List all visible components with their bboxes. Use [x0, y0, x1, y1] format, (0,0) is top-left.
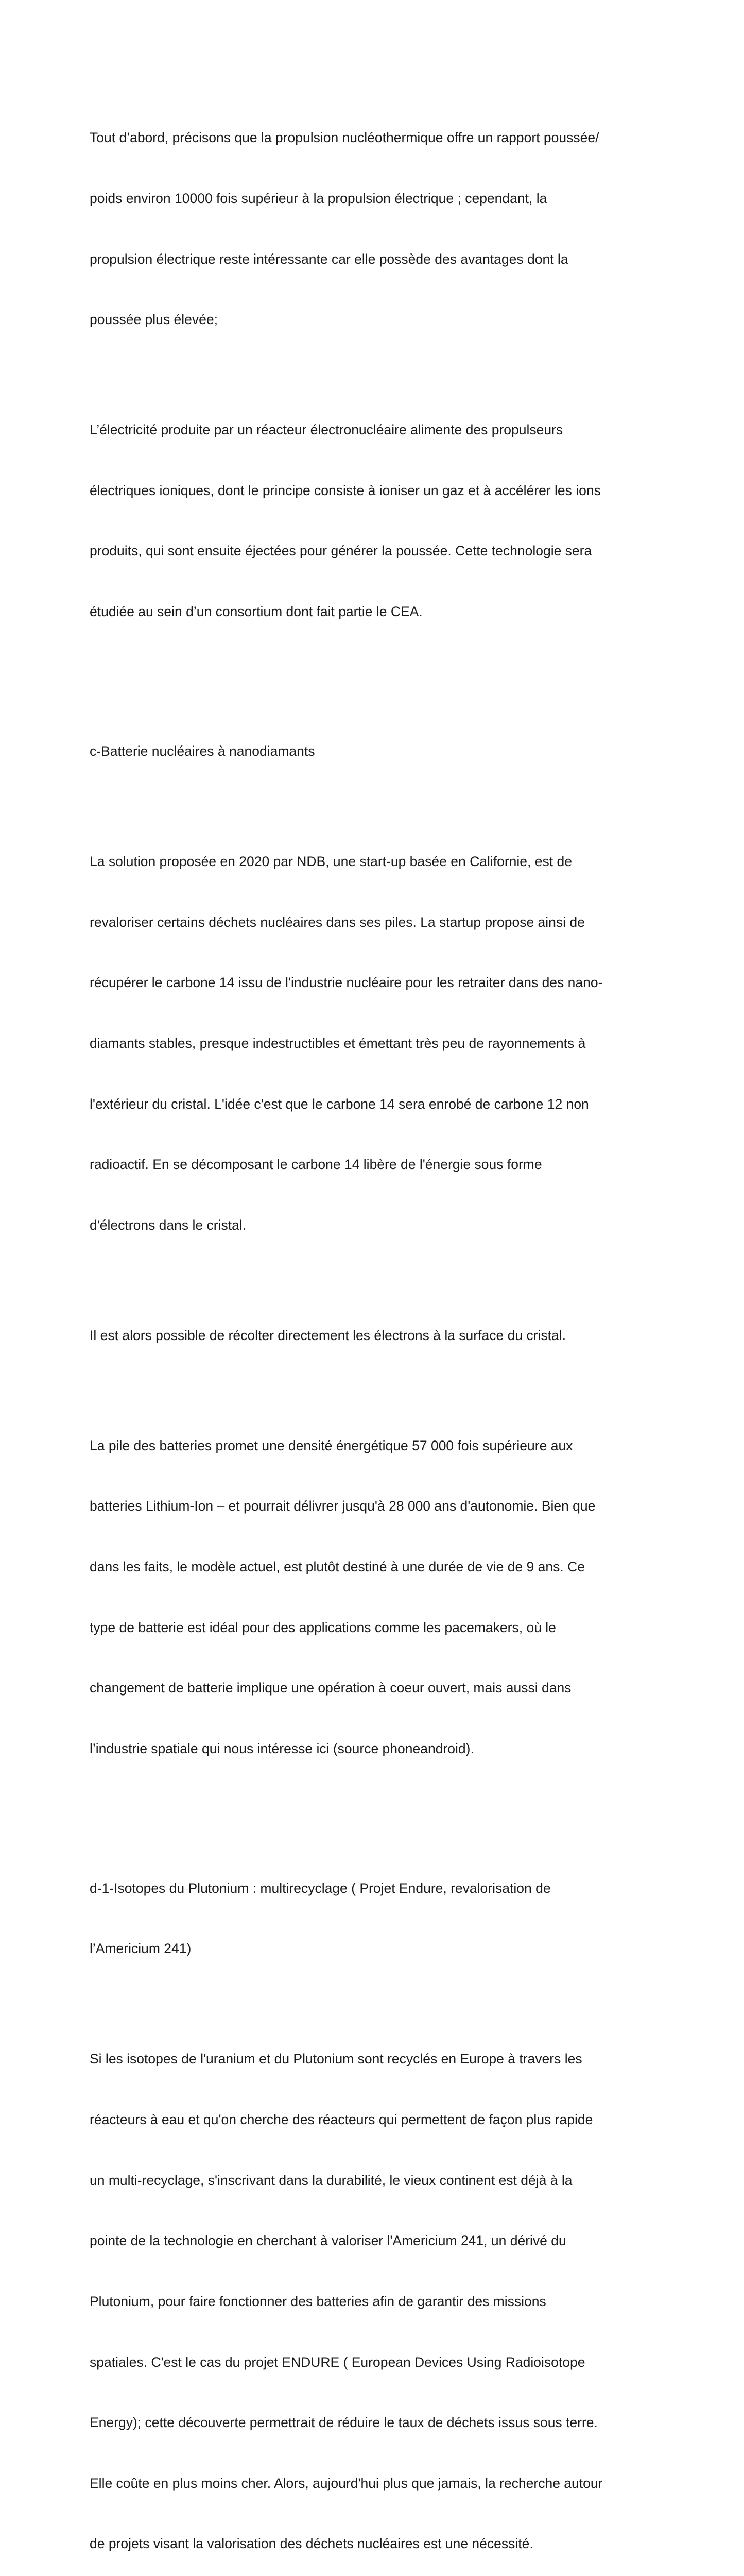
text-line: Il est alors possible de récolter directement les électrons à la surface du cristal.	[90, 1327, 566, 1343]
text-line: Si les isotopes de l'uranium et du Plutonium sont recyclés en Europe à travers les	[90, 2051, 582, 2067]
text-line: un multi-recyclage, s'inscrivant dans la durabilité, le vieux continent est déjà à la	[90, 2172, 573, 2188]
paragraph-battery-density	[90, 1395, 666, 1799]
text-line: spatiales. C'est le cas du projet ENDURE ( European Devices Using Radioisotope	[90, 2354, 585, 2370]
text-line: Elle coûte en plus moins cher. Alors, aujourd'hui plus que jamais, la recherche autour	[90, 2475, 603, 2491]
section-spacer	[90, 672, 666, 701]
text-line: l'extérieur du cristal. L'idée c'est que le carbone 14 sera enrobé de carbone 12 non	[90, 1096, 589, 1112]
text-line: La pile des batteries promet une densité énergétique 57 000 fois supérieure aux	[90, 1437, 573, 1453]
document-content	[90, 88, 666, 2576]
heading-line: d-1-Isotopes du Plutonium : multirecyclage ( Projet Endure, revalorisation de	[90, 1880, 551, 1896]
text-line: réacteurs à eau et qu'on cherche des réacteurs qui permettent de façon plus rapide	[90, 2112, 593, 2128]
heading-line: l’Americium 241)	[90, 1941, 192, 1957]
text-line: type de batterie est idéal pour des applications comme les pacemakers, où le	[90, 1619, 556, 1635]
paragraph-ndb-solution	[90, 811, 666, 1276]
text-line: pointe de la technologie en cherchant à valoriser l'Americium 241, un dérivé du	[90, 2233, 566, 2249]
text-line: dans les faits, le modèle actuel, est plutôt destiné à une durée de vie de 9 ans. Ce	[90, 1559, 585, 1575]
text-line: radioactif. En se décomposant le carbone 14 libère de l'énergie sous forme	[90, 1157, 542, 1173]
section-spacer	[90, 1808, 666, 1838]
text-line: récupérer le carbone 14 issu de l'industrie nucléaire pour les retraiter dans des nano-	[90, 975, 603, 991]
section-heading-nanodiamond-batteries	[90, 701, 666, 802]
text-line: étudiée au sein d’un consortium dont fait partie le CEA.	[90, 604, 423, 620]
text-line: poids environ 10000 fois supérieur à la propulsion électrique ; cependant, la	[90, 191, 547, 207]
text-line: de projets visant la valorisation des déchets nucléaires est une nécessité.	[90, 2536, 533, 2552]
text-line: revaloriser certains déchets nucléaires dans ses piles. La startup propose ainsi de	[90, 914, 585, 930]
text-line: l’industrie spatiale qui nous intéresse ici (source phoneandroid).	[90, 1740, 474, 1756]
paragraph-propulsion-ratio	[90, 88, 666, 370]
text-line: Plutonium, pour faire fonctionner des batteries afin de garantir des missions	[90, 2293, 546, 2309]
heading-line: c-Batterie nucléaires à nanodiamants	[90, 743, 315, 759]
text-line: La solution proposée en 2020 par NDB, une start-up basée en Californie, est de	[90, 854, 572, 870]
paragraph-endure-project	[90, 2009, 666, 2576]
text-line: propulsion électrique reste intéressante car elle possède des avantages dont la	[90, 251, 568, 267]
text-line: produits, qui sont ensuite éjectées pour générer la poussée. Cette technologie sera	[90, 543, 592, 559]
text-line: changement de batterie implique une opération à coeur ouvert, mais aussi dans	[90, 1680, 572, 1696]
text-line: Tout d’abord, précisons que la propulsion nucléothermique offre un rapport poussée/	[90, 130, 599, 146]
text-line: Energy); cette découverte permettrait de réduire le taux de déchets issus sous terre.	[90, 2415, 598, 2431]
text-line: d'électrons dans le cristal.	[90, 1217, 247, 1233]
paragraph-electron-harvest	[90, 1285, 666, 1386]
text-line: L’électricité produite par un réacteur électronucléaire alimente des propulseurs	[90, 422, 563, 438]
section-heading-endure	[90, 1838, 666, 1999]
paragraph-electronuclear-reactor	[90, 380, 666, 663]
text-line: diamants stables, presque indestructibles et émettant très peu de rayonnements à	[90, 1035, 586, 1051]
text-line: batteries Lithium-Ion – et pourrait délivrer jusqu'à 28 000 ans d'autonomie. Bien que	[90, 1498, 596, 1514]
text-line: électriques ioniques, dont le principe consiste à ioniser un gaz et à accélérer les ions	[90, 482, 601, 498]
text-line: poussée plus élevée;	[90, 312, 218, 328]
